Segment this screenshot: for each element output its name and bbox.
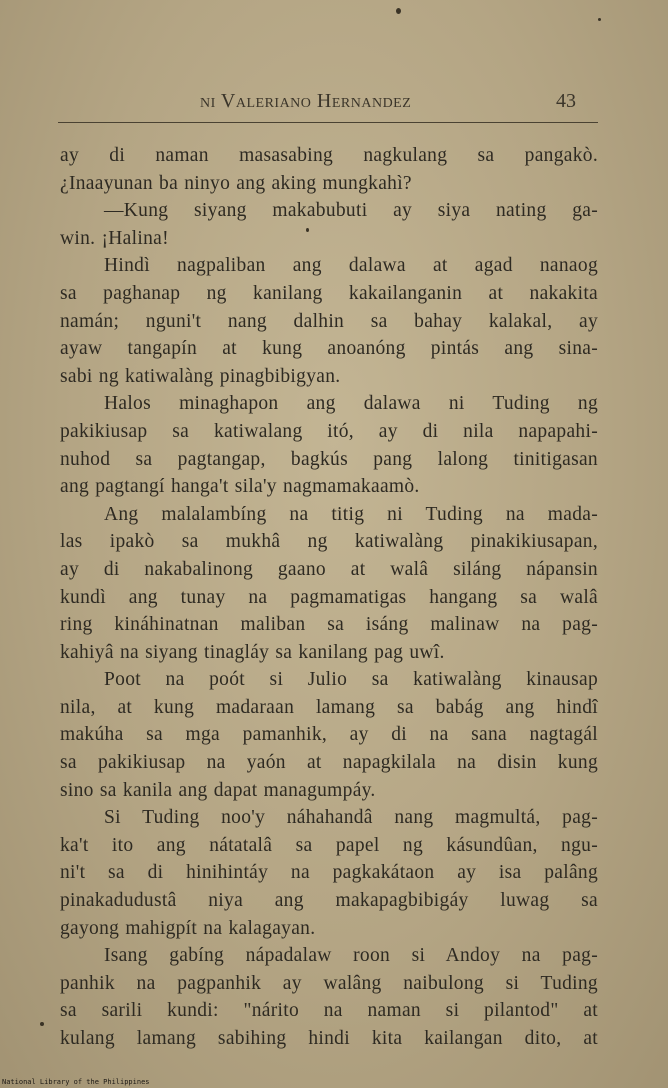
page-number: 43 xyxy=(556,90,576,112)
text-line: Si Tuding noo'y náhahandâ nang magmultá, pag- xyxy=(104,807,598,829)
text-line: kulang lamang sabihing hindi kita kailangan dito, at xyxy=(60,1028,598,1049)
page-header xyxy=(0,88,668,122)
text-line: panhik na pagpanhik ay walâng naibulong si Tuding xyxy=(60,972,598,994)
running-head: ni Valeriano Hernandez xyxy=(200,90,412,112)
text-line: Halos minaghapon ang dalawa ni Tuding ng xyxy=(104,393,598,415)
library-credit: National Library of the Philippines xyxy=(2,1078,150,1086)
text-line: ang pagtangí hanga't sila'y nagmamakaamò. xyxy=(60,476,420,498)
text-line: ni't sa di hinihintáy na pagkakátaon ay isa palâng xyxy=(60,862,598,884)
text-line: Poot na poót si Julio sa katiwalàng kinausap xyxy=(104,669,598,691)
text-line: kundì ang tunay na pagmamatigas hangang sa walâ xyxy=(60,586,598,608)
body-text xyxy=(60,142,598,1053)
text-line: ring kináhinatnan maliban sa isáng malinaw na pag- xyxy=(60,614,598,636)
text-line: win. ¡Halina! xyxy=(60,227,169,249)
text-line: ¿Inaayunan ba ninyo ang aking mungkahì? xyxy=(60,172,412,194)
text-line: sa paghanap ng kanilang kakailanganin at nakakita xyxy=(60,282,598,304)
text-line: sabi ng katiwalàng pinagbibigyan. xyxy=(60,365,341,387)
text-line: las ipakò sa mukhâ ng katiwalàng pinakikiusapan, xyxy=(60,531,598,553)
text-line: pinakadudustâ niya ang makapagbibigáy luwag sa xyxy=(60,890,598,912)
header-rule xyxy=(58,122,598,123)
text-line: gayong mahigpít na kalagayan. xyxy=(60,917,316,939)
text-line: Isang gabíng nápadalaw roon si Andoy na pag- xyxy=(104,945,598,967)
text-line: kahiyâ na siyang tinagláy sa kanilang pag uwî. xyxy=(60,641,445,663)
text-line: ka't ito ang nátatalâ sa papel ng kásundûan, ngu- xyxy=(60,834,598,856)
text-line: sa pakikiusap na yaón at napagkilala na disin kung xyxy=(60,752,598,774)
text-line: Ang malalambíng na titig ni Tuding na mada- xyxy=(104,503,598,525)
text-line: sa sarili kundi: "nárito na naman si pilantod" at xyxy=(60,1000,598,1022)
text-line: nuhod sa pagtangap, bagkús pang lalong tinitigasan xyxy=(60,448,598,470)
text-line: nila, at kung madaraan lamang sa babág ang hindî xyxy=(60,696,598,718)
text-line: Hindì nagpaliban ang dalawa at agad nanaog xyxy=(104,255,598,277)
text-line: namán; nguni't nang dalhin sa bahay kalakal, ay xyxy=(60,310,598,332)
text-line: ay di nakabalinong gaano at walâ siláng nápansin xyxy=(60,558,598,580)
text-line: ayaw tangapín at kung anoanóng pintás ang sina- xyxy=(60,338,598,360)
text-line: —Kung siyang makabubuti ay siya nating ga- xyxy=(104,200,598,222)
text-line: ay di naman masasabing nagkulang sa pangakò. xyxy=(60,145,598,166)
text-line: pakikiusap sa katiwalang itó, ay di nila napapahi- xyxy=(60,420,598,442)
text-line: sino sa kanila ang dapat managumpáy. xyxy=(60,779,376,801)
text-line: makúha sa mga pamanhik, ay di na sana nagtagál xyxy=(60,724,598,746)
